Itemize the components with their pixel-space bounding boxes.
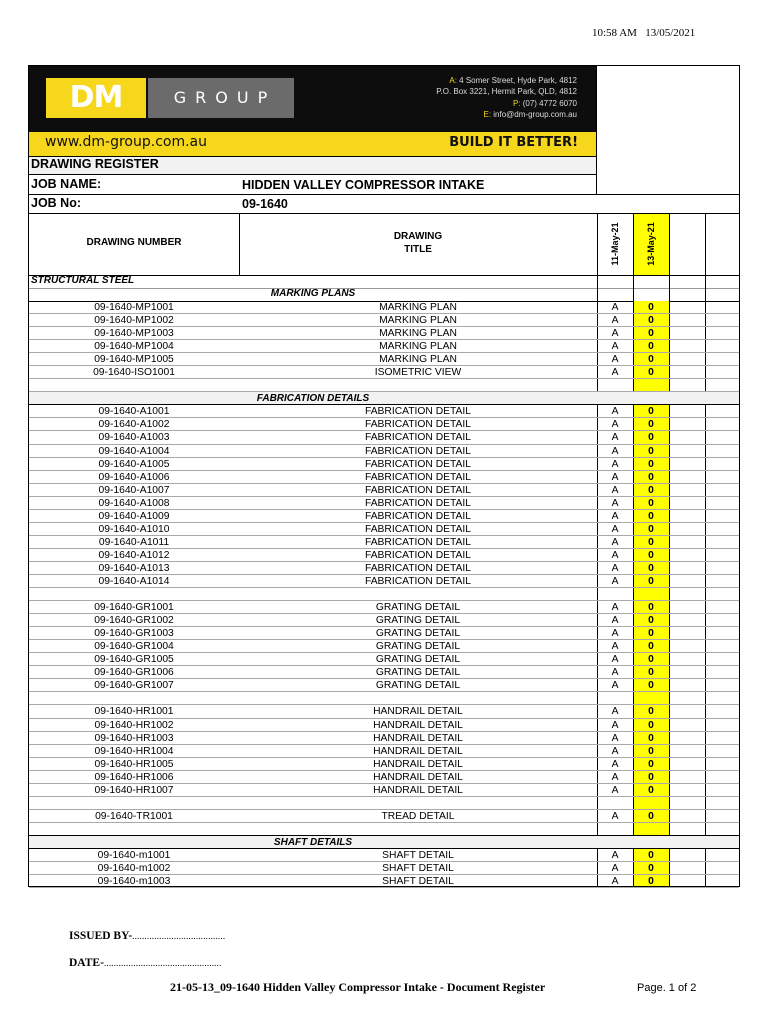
revision-2: 0 (648, 341, 654, 353)
spacer-row (29, 588, 739, 601)
spacer-row (29, 692, 739, 705)
revision-2: 0 (648, 810, 654, 822)
revision-2: 0 (648, 562, 654, 574)
issue-date-label: DATE- (69, 957, 104, 969)
drawing-number: 09-1640-MP1005 (94, 354, 174, 366)
job-no-label: JOB No: (31, 196, 81, 210)
revision-1: A (611, 523, 619, 535)
table-row (29, 784, 739, 797)
revision-2: 0 (648, 680, 654, 692)
drawing-title: MARKING PLAN (379, 328, 457, 340)
table-row (29, 862, 739, 875)
rev-date-2: 13-May-21 (646, 222, 656, 266)
table-row (29, 679, 739, 692)
revision-1: A (611, 432, 619, 444)
drawing-number: 09-1640-GR1007 (94, 680, 174, 692)
revision-1: A (611, 328, 619, 340)
drawing-number: 09-1640-MP1003 (94, 328, 174, 340)
revision-1: A (611, 315, 619, 327)
drawing-number: 09-1640-A1005 (98, 458, 170, 470)
drawing-title: GRATING DETAIL (375, 680, 461, 692)
revision-2: 0 (648, 771, 654, 783)
revision-1: A (611, 758, 619, 770)
revision-2: 0 (648, 406, 654, 418)
revision-1: A (611, 497, 619, 509)
revision-2: 0 (648, 523, 654, 535)
revision-2: 0 (648, 758, 654, 770)
handrail-group (29, 705, 739, 796)
drawing-number: 09-1640-HR1007 (94, 784, 174, 796)
spacer-row (29, 797, 739, 810)
drawing-title: GRATING DETAIL (375, 628, 461, 640)
revision-1: A (611, 302, 619, 313)
drawing-number: 09-1640-GR1002 (94, 615, 174, 627)
job-no-value: 09-1640 (242, 197, 288, 211)
table-row (29, 431, 739, 444)
address-line: A: 4 Somer Street, Hyde Park, 4812 (449, 76, 577, 85)
table-row (29, 301, 739, 314)
revision-2: 0 (648, 745, 654, 757)
section-shaft-details: SHAFT DETAILS (273, 836, 353, 848)
revision-1: A (611, 745, 619, 757)
drawing-title: MARKING PLAN (379, 354, 457, 366)
revision-1: A (611, 549, 619, 561)
revision-1: A (611, 406, 619, 418)
revision-2: 0 (648, 354, 654, 366)
revision-1: A (611, 471, 619, 483)
section-structural-steel: STRUCTURAL STEEL (31, 275, 135, 286)
job-name-label: JOB NAME: (31, 177, 102, 191)
revision-2: 0 (648, 471, 654, 483)
company-website: www.dm-group.com.au (45, 134, 208, 150)
drawing-title: TREAD DETAIL (381, 810, 455, 822)
revision-2: 0 (648, 484, 654, 496)
drawing-number: 09-1640-TR1001 (95, 810, 173, 822)
table-row (29, 627, 739, 640)
job-name-value: HIDDEN VALLEY COMPRESSOR INTAKE (242, 178, 485, 192)
drawing-number: 09-1640-A1011 (98, 536, 170, 548)
drawing-title: FABRICATION DETAIL (364, 497, 472, 509)
drawing-title: FABRICATION DETAIL (364, 432, 472, 444)
revision-1: A (611, 680, 619, 692)
logo-word-box (148, 78, 294, 118)
drawing-number: 09-1640-HR1002 (94, 719, 174, 731)
issued-by-label: ISSUED BY- (69, 930, 133, 942)
table-row (29, 575, 739, 588)
drawing-title: FABRICATION DETAIL (364, 510, 472, 522)
drawing-title: SHAFT DETAIL (382, 863, 454, 875)
drawing-title: GRATING DETAIL (375, 654, 461, 666)
drawing-title: FABRICATION DETAIL (364, 458, 472, 470)
revision-2: 0 (648, 876, 654, 888)
revision-1: A (611, 458, 619, 470)
table-row (29, 614, 739, 627)
revision-2: 0 (648, 328, 654, 340)
brand-strip (29, 132, 596, 156)
revision-1: A (611, 863, 619, 875)
drawing-number: 09-1640-A1009 (98, 510, 170, 522)
table-row (29, 340, 739, 353)
drawing-title: HANDRAIL DETAIL (373, 784, 463, 796)
logo-word: GROUP (173, 88, 277, 107)
drawing-number: 09-1640-A1003 (98, 432, 170, 444)
table-row (29, 549, 739, 562)
revision-1: A (611, 602, 619, 614)
drawing-number: 09-1640-MP1002 (94, 315, 174, 327)
drawing-title: GRATING DETAIL (375, 602, 461, 614)
drawing-number: 09-1640-MP1001 (94, 302, 174, 313)
table-row (29, 771, 739, 784)
drawing-title: GRATING DETAIL (375, 641, 461, 653)
register-title: DRAWING REGISTER (31, 157, 159, 171)
drawing-title: HANDRAIL DETAIL (373, 706, 463, 718)
revision-2: 0 (648, 667, 654, 679)
drawing-title: MARKING PLAN (379, 315, 457, 327)
drawing-number: 09-1640-GR1004 (94, 641, 174, 653)
revision-1: A (611, 562, 619, 574)
revision-1: A (611, 810, 619, 822)
revision-1: A (611, 641, 619, 653)
drawing-title: SHAFT DETAIL (382, 876, 454, 888)
drawing-number: 09-1640-A1013 (98, 562, 170, 574)
drawing-title: GRATING DETAIL (375, 615, 461, 627)
drawing-number: 09-1640-A1006 (98, 471, 170, 483)
drawing-title: FABRICATION DETAIL (364, 406, 472, 418)
spacer-row (29, 379, 739, 392)
revision-1: A (611, 536, 619, 548)
drawing-number: 09-1640-A1012 (98, 549, 170, 561)
revision-1: A (611, 341, 619, 353)
drawing-number: 09-1640-ISO1001 (93, 367, 175, 379)
drawing-title: ISOMETRIC VIEW (374, 367, 462, 379)
drawing-title: HANDRAIL DETAIL (373, 758, 463, 770)
drawing-number: 09-1640-HR1005 (94, 758, 174, 770)
issued-by (69, 930, 225, 942)
table-row (29, 562, 739, 575)
drawing-number: 09-1640-GR1003 (94, 628, 174, 640)
table-row (29, 366, 739, 379)
revision-2: 0 (648, 458, 654, 470)
revision-1: A (611, 667, 619, 679)
drawing-number: 09-1640-m1003 (97, 876, 171, 888)
drawing-title: HANDRAIL DETAIL (373, 745, 463, 757)
logo-mark: DM (69, 80, 123, 115)
table-row (29, 445, 739, 458)
revision-1: A (611, 575, 619, 587)
address-line: P.O. Box 3221, Hermit Park, QLD, 4812 (436, 87, 577, 97)
revision-1: A (611, 354, 619, 366)
revision-2: 0 (648, 419, 654, 431)
table-row (29, 705, 739, 718)
table-row (29, 653, 739, 666)
revision-2: 0 (648, 719, 654, 731)
revision-2: 0 (648, 602, 654, 614)
drawing-number: 09-1640-A1007 (98, 484, 170, 496)
table-row (29, 484, 739, 497)
revision-2: 0 (648, 510, 654, 522)
table-row (29, 314, 739, 327)
revision-2: 0 (648, 641, 654, 653)
issue-date (69, 957, 222, 969)
revision-2: 0 (648, 497, 654, 509)
drawing-number: 09-1640-A1014 (98, 575, 170, 587)
section-marking-plans: MARKING PLANS (270, 288, 356, 299)
issued-by-dots: ...................................... (132, 931, 226, 941)
table-row (29, 719, 739, 732)
tread-group (29, 810, 739, 823)
revision-2: 0 (648, 628, 654, 640)
revision-2: 0 (648, 302, 654, 313)
drawing-title: FABRICATION DETAIL (364, 484, 472, 496)
drawing-number: 09-1640-A1010 (98, 523, 170, 535)
table-row (29, 758, 739, 771)
marking-group (29, 301, 739, 379)
revision-1: A (611, 771, 619, 783)
drawing-number: 09-1640-HR1004 (94, 745, 174, 757)
revision-2: 0 (648, 732, 654, 744)
issue-date-dots: ................................................ (103, 958, 222, 968)
drawing-number: 09-1640-GR1005 (94, 654, 174, 666)
drawing-title: HANDRAIL DETAIL (373, 732, 463, 744)
table-row (29, 471, 739, 484)
drawing-number: 09-1640-HR1003 (94, 732, 174, 744)
drawing-title: FABRICATION DETAIL (364, 562, 472, 574)
address-line: E: info@dm-group.com.au (483, 109, 577, 119)
drawing-title: FABRICATION DETAIL (364, 575, 472, 587)
register-sheet (28, 65, 740, 887)
revision-2: 0 (648, 315, 654, 327)
revision-2: 0 (648, 549, 654, 561)
revision-1: A (611, 784, 619, 796)
drawing-number: 09-1640-A1008 (98, 497, 170, 509)
drawing-number: 09-1640-MP1004 (94, 341, 174, 353)
drawing-title: FABRICATION DETAIL (364, 471, 472, 483)
revision-1: A (611, 849, 619, 861)
table-row (29, 666, 739, 679)
revision-1: A (611, 706, 619, 718)
revision-1: A (611, 732, 619, 744)
table-row (29, 458, 739, 471)
drawing-number: 09-1640-A1001 (98, 406, 170, 418)
rule (29, 886, 739, 887)
print-timestamp (592, 27, 695, 39)
page-number: Page. 1 of 2 (637, 982, 697, 994)
table-row (29, 418, 739, 431)
spacer-row (29, 823, 739, 836)
revision-2: 0 (648, 784, 654, 796)
rule (29, 194, 739, 195)
drawing-title: FABRICATION DETAIL (364, 419, 472, 431)
drawing-title: FABRICATION DETAIL (364, 536, 472, 548)
drawing-title: HANDRAIL DETAIL (373, 719, 463, 731)
table-row (29, 523, 739, 536)
revision-1: A (611, 445, 619, 457)
col-drawing-number: DRAWING NUMBER (86, 237, 182, 248)
drawing-number: 09-1640-HR1001 (94, 706, 174, 718)
table-row (29, 745, 739, 758)
revision-2: 0 (648, 536, 654, 548)
company-address (436, 75, 577, 120)
company-banner (29, 66, 596, 156)
revision-2: 0 (648, 432, 654, 444)
drawing-number: 09-1640-A1004 (98, 445, 170, 457)
grating-group (29, 601, 739, 692)
print-date: 13/05/2021 (645, 27, 696, 39)
drawing-title: MARKING PLAN (379, 302, 457, 313)
revision-1: A (611, 419, 619, 431)
drawing-title: FABRICATION DETAIL (364, 549, 472, 561)
revision-2: 0 (648, 615, 654, 627)
table-row (29, 510, 739, 523)
drawing-number: 09-1640-m1001 (97, 849, 171, 861)
revision-1: A (611, 367, 619, 379)
company-tagline: BUILD IT BETTER! (449, 135, 578, 150)
table-row (29, 601, 739, 614)
revision-2: 0 (648, 849, 654, 861)
revision-1: A (611, 615, 619, 627)
drawing-title: HANDRAIL DETAIL (373, 771, 463, 783)
revision-1: A (611, 510, 619, 522)
revision-1: A (611, 654, 619, 666)
shaft-group (29, 849, 739, 888)
col-drawing-title-2: TITLE (404, 244, 432, 255)
revision-1: A (611, 719, 619, 731)
drawing-number: 09-1640-A1002 (98, 419, 170, 431)
col-drawing-title-1: DRAWING (393, 231, 443, 242)
drawing-number: 09-1640-GR1006 (94, 667, 174, 679)
revision-2: 0 (648, 863, 654, 875)
drawing-title: MARKING PLAN (379, 341, 457, 353)
revision-2: 0 (648, 367, 654, 379)
drawing-number: 09-1640-GR1001 (94, 602, 174, 614)
table-row (29, 536, 739, 549)
table-row (29, 732, 739, 745)
drawing-number: 09-1640-HR1006 (94, 771, 174, 783)
print-time: 10:58 AM (592, 27, 637, 39)
table-row (29, 810, 739, 823)
table-row (29, 497, 739, 510)
revision-2: 0 (648, 575, 654, 587)
section-row (29, 392, 739, 405)
revision-2: 0 (648, 706, 654, 718)
drawing-title: FABRICATION DETAIL (364, 445, 472, 457)
revision-2: 0 (648, 654, 654, 666)
revision-1: A (611, 628, 619, 640)
section-row (29, 836, 739, 849)
table-row (29, 353, 739, 366)
drawing-title: GRATING DETAIL (375, 667, 461, 679)
table-row (29, 327, 739, 340)
fabrication-group (29, 405, 739, 588)
rule (29, 174, 596, 175)
drawing-title: SHAFT DETAIL (382, 849, 454, 861)
table-row (29, 405, 739, 418)
drawing-title: FABRICATION DETAIL (364, 523, 472, 535)
table-row (29, 640, 739, 653)
address-line: P: (07) 4772 6070 (512, 98, 577, 108)
drawing-number: 09-1640-m1002 (97, 863, 171, 875)
revision-1: A (611, 876, 619, 888)
document-title: 21-05-13_09-1640 Hidden Valley Compressor Intake - Document Register (170, 980, 546, 994)
rev-date-1: 11-May-21 (610, 222, 620, 266)
revision-1: A (611, 484, 619, 496)
revision-2: 0 (648, 445, 654, 457)
rule (596, 66, 597, 194)
table-row (29, 849, 739, 862)
section-fabrication-details: FABRICATION DETAILS (256, 393, 370, 405)
drawing-table (29, 301, 739, 888)
company-logo (46, 78, 146, 118)
